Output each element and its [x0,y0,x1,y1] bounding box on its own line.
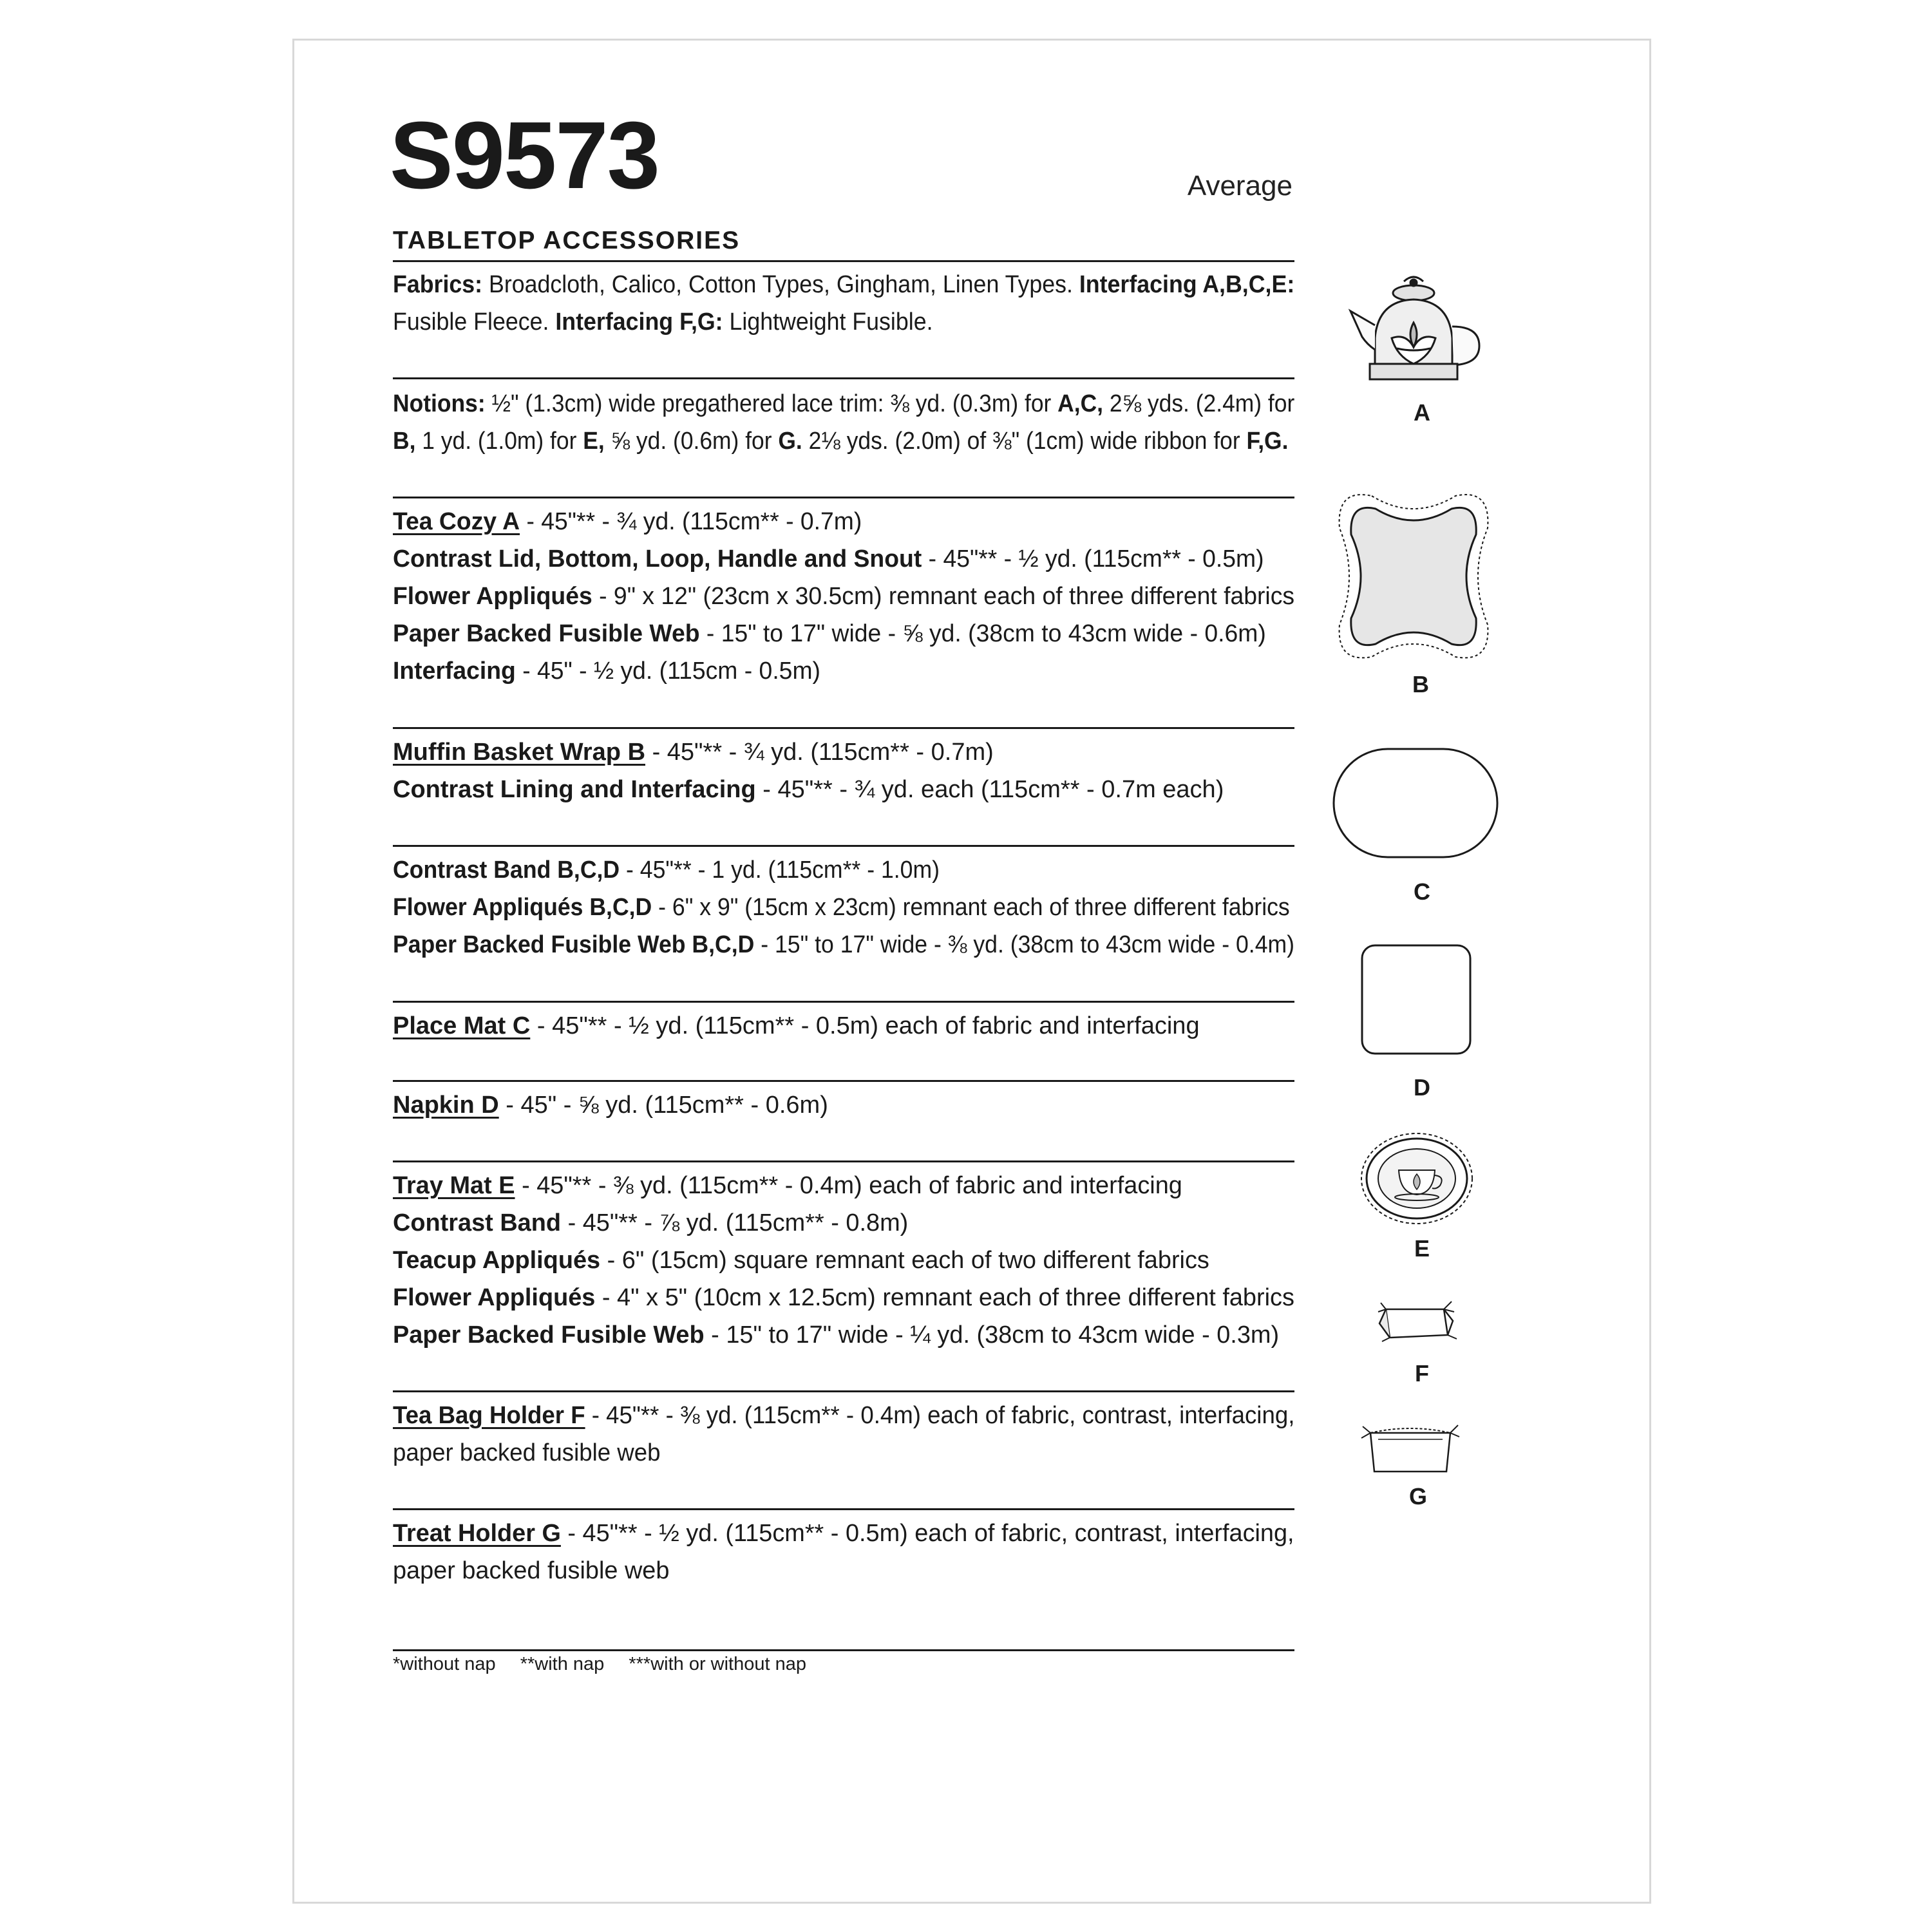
view-label-c: C [1414,878,1430,905]
divider [393,1508,1294,1510]
divider [393,1001,1294,1003]
yardage-line: Napkin D - 45" - ⅝ yd. (115cm** - 0.6m) [393,1092,828,1119]
yardage-line: Treat Holder G - 45"** - ½ yd. (115cm** - 0.5m) each of fabric, contrast, interfacing, [393,1520,1294,1547]
yardage-line: paper backed fusible web [393,1439,661,1466]
treat-holder-block [393,1515,1294,1589]
yardage-line: Paper Backed Fusible Web B,C,D - 15" to 17" wide - ⅜ yd. (38cm to 43cm wide - 0.4m) [393,931,1295,958]
place-mat-sketch [1332,747,1499,863]
notions-line: Notions: ½" (1.3cm) wide pregathered lace trim: ⅜ yd. (0.3m) for A,C, 2⅝ yds. (2.4m) for [393,390,1295,417]
contrast-band-block [393,851,1295,963]
footnote-without-nap: *without nap [393,1654,496,1674]
muffin-wrap-block [393,734,1294,808]
divider [393,845,1294,847]
divider [393,377,1294,379]
yardage-line: Tray Mat E - 45"** - ⅜ yd. (115cm** - 0.4m) each of fabric and interfacing [393,1172,1182,1199]
notions-block [393,385,1295,460]
yardage-line: Tea Cozy A - 45"** - ¾ yd. (115cm** - 0.7m) [393,508,862,535]
yardage-line: Flower Appliqués - 9" x 12" (23cm x 30.5cm) remnant each of three different fabrics [393,583,1295,610]
footnotes [393,1654,826,1675]
footnote-with-nap: **with nap [520,1654,605,1674]
fabrics-line: Fusible Fleece. Interfacing F,G: Lightweight Fusible. [393,308,933,336]
tray-mat-sketch [1359,1130,1475,1227]
place-mat-block [393,1007,1294,1045]
yardage-line: Contrast Lid, Bottom, Loop, Handle and Snout - 45"** - ½ yd. (115cm** - 0.5m) [393,545,1264,573]
view-label-e: E [1414,1235,1430,1262]
yardage-line: Contrast Lining and Interfacing - 45"** - ¾ yd. each (115cm** - 0.7m each) [393,776,1224,803]
yardage-line: Paper Backed Fusible Web - 15" to 17" wide - ⅝ yd. (38cm to 43cm wide - 0.6m) [393,620,1266,647]
muffin-wrap-sketch [1333,489,1494,663]
view-label-d: D [1414,1074,1430,1101]
divider [393,1390,1294,1392]
yardage-line: Tea Bag Holder F - 45"** - ⅜ yd. (115cm** - 0.4m) each of fabric, contrast, interfacing, [393,1402,1295,1429]
yardage-line: Contrast Band - 45"** - ⅞ yd. (115cm** - 0.8m) [393,1209,909,1236]
view-label-a: A [1414,399,1430,426]
yardage-line: Place Mat C - 45"** - ½ yd. (115cm** - 0.5m) each of fabric and interfacing [393,1012,1200,1039]
yardage-line: Muffin Basket Wrap B - 45"** - ¾ yd. (115cm** - 0.7m) [393,739,994,766]
yardage-line: Teacup Appliqués - 6" (15cm) square remnant each of two different fabrics [393,1247,1209,1274]
yardage-line: Paper Backed Fusible Web - 15" to 17" wide - ¼ yd. (38cm to 43cm wide - 0.3m) [393,1321,1280,1349]
pattern-title: TABLETOP ACCESSORIES [393,227,741,254]
tray-mat-block [393,1167,1292,1354]
yardage-line: Flower Appliqués B,C,D - 6" x 9" (15cm x 23cm) remnant each of three different fabrics [393,894,1290,921]
view-label-b: B [1412,671,1429,697]
yardage-line: Flower Appliqués - 4" x 5" (10cm x 12.5cm) remnant each of three different fabrics [393,1284,1294,1311]
divider [393,1160,1294,1162]
yardage-line: Contrast Band B,C,D - 45"** - 1 yd. (115cm** - 1.0m) [393,857,940,884]
difficulty-label: Average [1187,170,1293,202]
fabrics-line: Fabrics: Broadcloth, Calico, Cotton Types, Gingham, Linen Types. Interfacing A,B,C,E: [393,271,1295,298]
tea-bag-holder-block [393,1397,1295,1472]
tea-bag-holder-sketch [1372,1298,1462,1349]
divider [393,1649,1294,1651]
divider [393,1080,1294,1082]
pattern-number: S9573 [390,102,659,209]
napkin-sketch [1360,943,1472,1056]
tea-cozy-sketch [1343,267,1484,383]
yardage-line: paper backed fusible web [393,1557,670,1584]
napkin-block [393,1086,1294,1124]
tea-cozy-block [393,503,1295,690]
fabrics-block [393,266,1295,341]
yardage-line: Interfacing - 45" - ½ yd. (115cm - 0.5m) [393,658,820,685]
notions-line: B, 1 yd. (1.0m) for E, ⅝ yd. (0.6m) for G. 2⅛ yds. (2.0m) of ⅜" (1cm) wide ribbon for F,G. [393,428,1289,455]
view-label-f: F [1415,1360,1429,1387]
view-label-g: G [1408,1483,1427,1510]
divider [393,727,1294,729]
divider [393,260,1294,262]
treat-holder-sketch [1359,1420,1462,1478]
divider [393,497,1294,498]
footnote-with-or-without-nap: ***with or without nap [629,1654,806,1674]
